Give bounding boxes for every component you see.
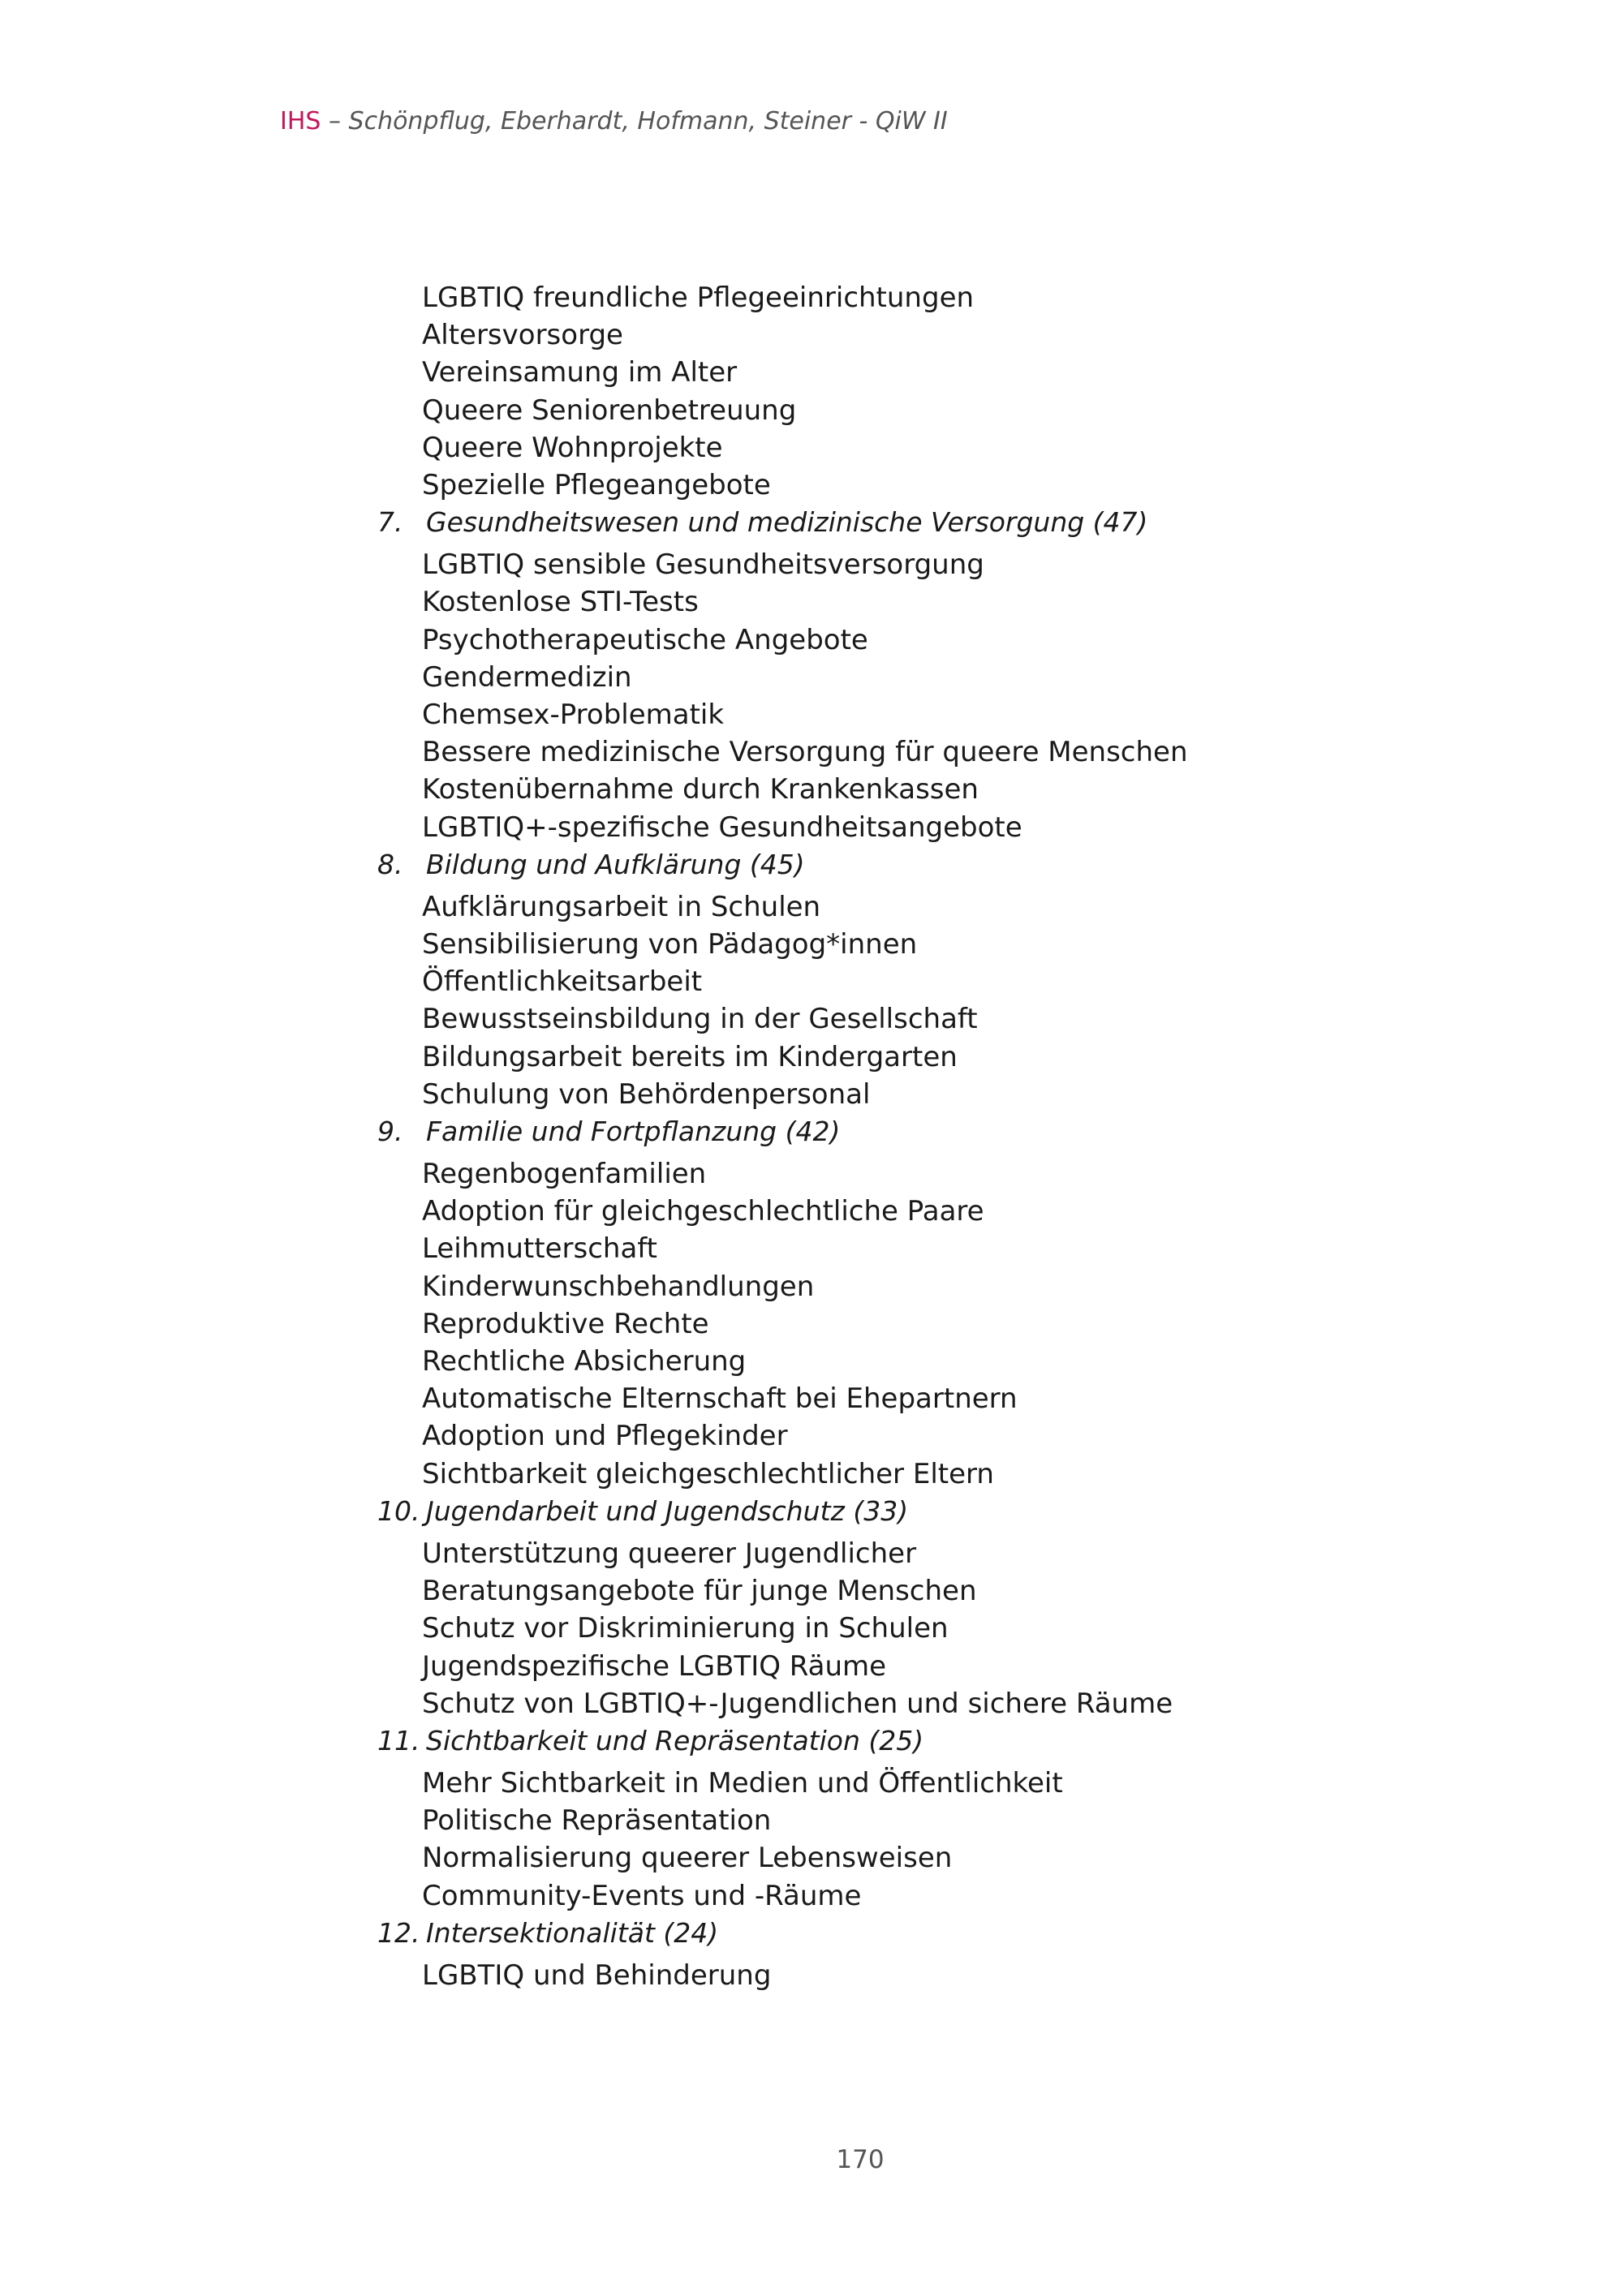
section-title: Intersektionalität (24) — [426, 1916, 719, 1949]
list-item: Adoption und Pflegekinder — [422, 1420, 788, 1453]
list-item: Schulung von Behördenpersonal — [422, 1077, 871, 1111]
list-item: Kostenlose STI-Tests — [422, 586, 699, 619]
section-heading — [377, 846, 1432, 884]
list-item: Queere Wohnprojekte — [422, 431, 723, 464]
section-heading — [377, 1113, 1432, 1150]
list-item: Spezielle Pflegeangebote — [422, 469, 771, 502]
list-item: Gendermedizin — [422, 660, 632, 694]
list-item: Bildungsarbeit bereits im Kindergarten — [422, 1040, 958, 1073]
lead-items — [377, 279, 1432, 504]
list-item: Community-Events und -Räume — [422, 1879, 862, 1912]
section-heading — [377, 1722, 1432, 1760]
section-number: 11. — [377, 1724, 420, 1756]
section-heading — [377, 504, 1432, 541]
list-item: Chemsex-Problematik — [422, 699, 725, 732]
section-number: 10. — [377, 1494, 420, 1527]
page-number: 170 — [836, 2145, 885, 2174]
list-item: Queere Seniorenbetreuung — [422, 393, 797, 427]
section-items — [377, 888, 1432, 1113]
section-title: Jugendarbeit und Jugendschutz (33) — [426, 1494, 909, 1527]
section-items — [377, 546, 1432, 846]
list-item: Beratungsangebote für junge Menschen — [422, 1575, 977, 1608]
list-item: LGBTIQ sensible Gesundheitsversorgung — [422, 548, 984, 582]
section-number: 12. — [377, 1916, 420, 1949]
section-title: Sichtbarkeit und Repräsentation (25) — [426, 1724, 924, 1756]
list-item: Politische Repräsentation — [422, 1804, 772, 1838]
list-item: Normalisierung queerer Lebensweisen — [422, 1842, 953, 1875]
section-heading — [377, 1915, 1432, 1952]
running-header — [280, 104, 948, 140]
list-item: LGBTIQ+-spezifische Gesundheitsangebote — [422, 810, 1022, 844]
list-item: Bessere medizinische Versorgung für queere Menschen — [422, 736, 1188, 769]
section-number: 8. — [377, 848, 403, 880]
section-items — [377, 1155, 1432, 1493]
list-item: Adoption für gleichgeschlechtliche Paare — [422, 1195, 984, 1228]
list-item: Altersvorsorge — [422, 319, 623, 352]
section-number: 7. — [377, 506, 403, 539]
list-item: Schutz vor Diskriminierung in Schulen — [422, 1612, 949, 1645]
category-list — [377, 279, 1432, 1994]
header-separator: – — [321, 107, 349, 135]
list-item: Rechtliche Absicherung — [422, 1345, 747, 1378]
list-item: Regenbogenfamilien — [422, 1158, 707, 1191]
list-item: Psychotherapeutische Angebote — [422, 623, 868, 656]
list-item: Sichtbarkeit gleichgeschlechtlicher Eltern — [422, 1457, 994, 1490]
list-item: Vereinsamung im Alter — [422, 356, 738, 389]
section-items — [377, 1535, 1432, 1722]
section-items — [377, 1765, 1432, 1915]
list-item: Automatische Elternschaft bei Ehepartnern — [422, 1382, 1018, 1416]
list-item: Schutz von LGBTIQ+-Jugendlichen und sichere Räume — [422, 1687, 1173, 1720]
list-item: Mehr Sichtbarkeit in Medien und Öffentlichkeit — [422, 1766, 1063, 1799]
list-item: Öffentlichkeitsarbeit — [422, 965, 703, 999]
list-item: Jugendspezifische LGBTIQ Räume — [422, 1649, 887, 1683]
list-item: Kostenübernahme durch Krankenkassen — [422, 773, 979, 806]
list-item: Sensibilisierung von Pädagog*innen — [422, 928, 918, 961]
section-title: Gesundheitswesen und medizinische Versorgung (47) — [426, 506, 1148, 539]
header-authors: Schönpflug, Eberhardt, Hofmann, Steiner - QiW II — [348, 107, 948, 135]
list-item: Aufklärungsarbeit in Schulen — [422, 890, 821, 923]
list-item: Leihmutterschaft — [422, 1232, 657, 1266]
section-number: 9. — [377, 1116, 403, 1148]
section-heading — [377, 1493, 1432, 1530]
section-title: Bildung und Aufklärung (45) — [426, 848, 805, 880]
section-items — [377, 1957, 1432, 1994]
section-title: Familie und Fortpflanzung (42) — [426, 1116, 841, 1148]
header-org: IHS — [280, 107, 321, 135]
list-item: LGBTIQ und Behinderung — [422, 1958, 772, 1992]
list-item: Unterstützung queerer Jugendlicher — [422, 1537, 917, 1570]
list-item: Bewusstseinsbildung in der Gesellschaft — [422, 1003, 978, 1036]
list-item: Reproduktive Rechte — [422, 1307, 709, 1340]
list-item: Kinderwunschbehandlungen — [422, 1270, 815, 1303]
list-item: LGBTIQ freundliche Pflegeeinrichtungen — [422, 282, 975, 314]
